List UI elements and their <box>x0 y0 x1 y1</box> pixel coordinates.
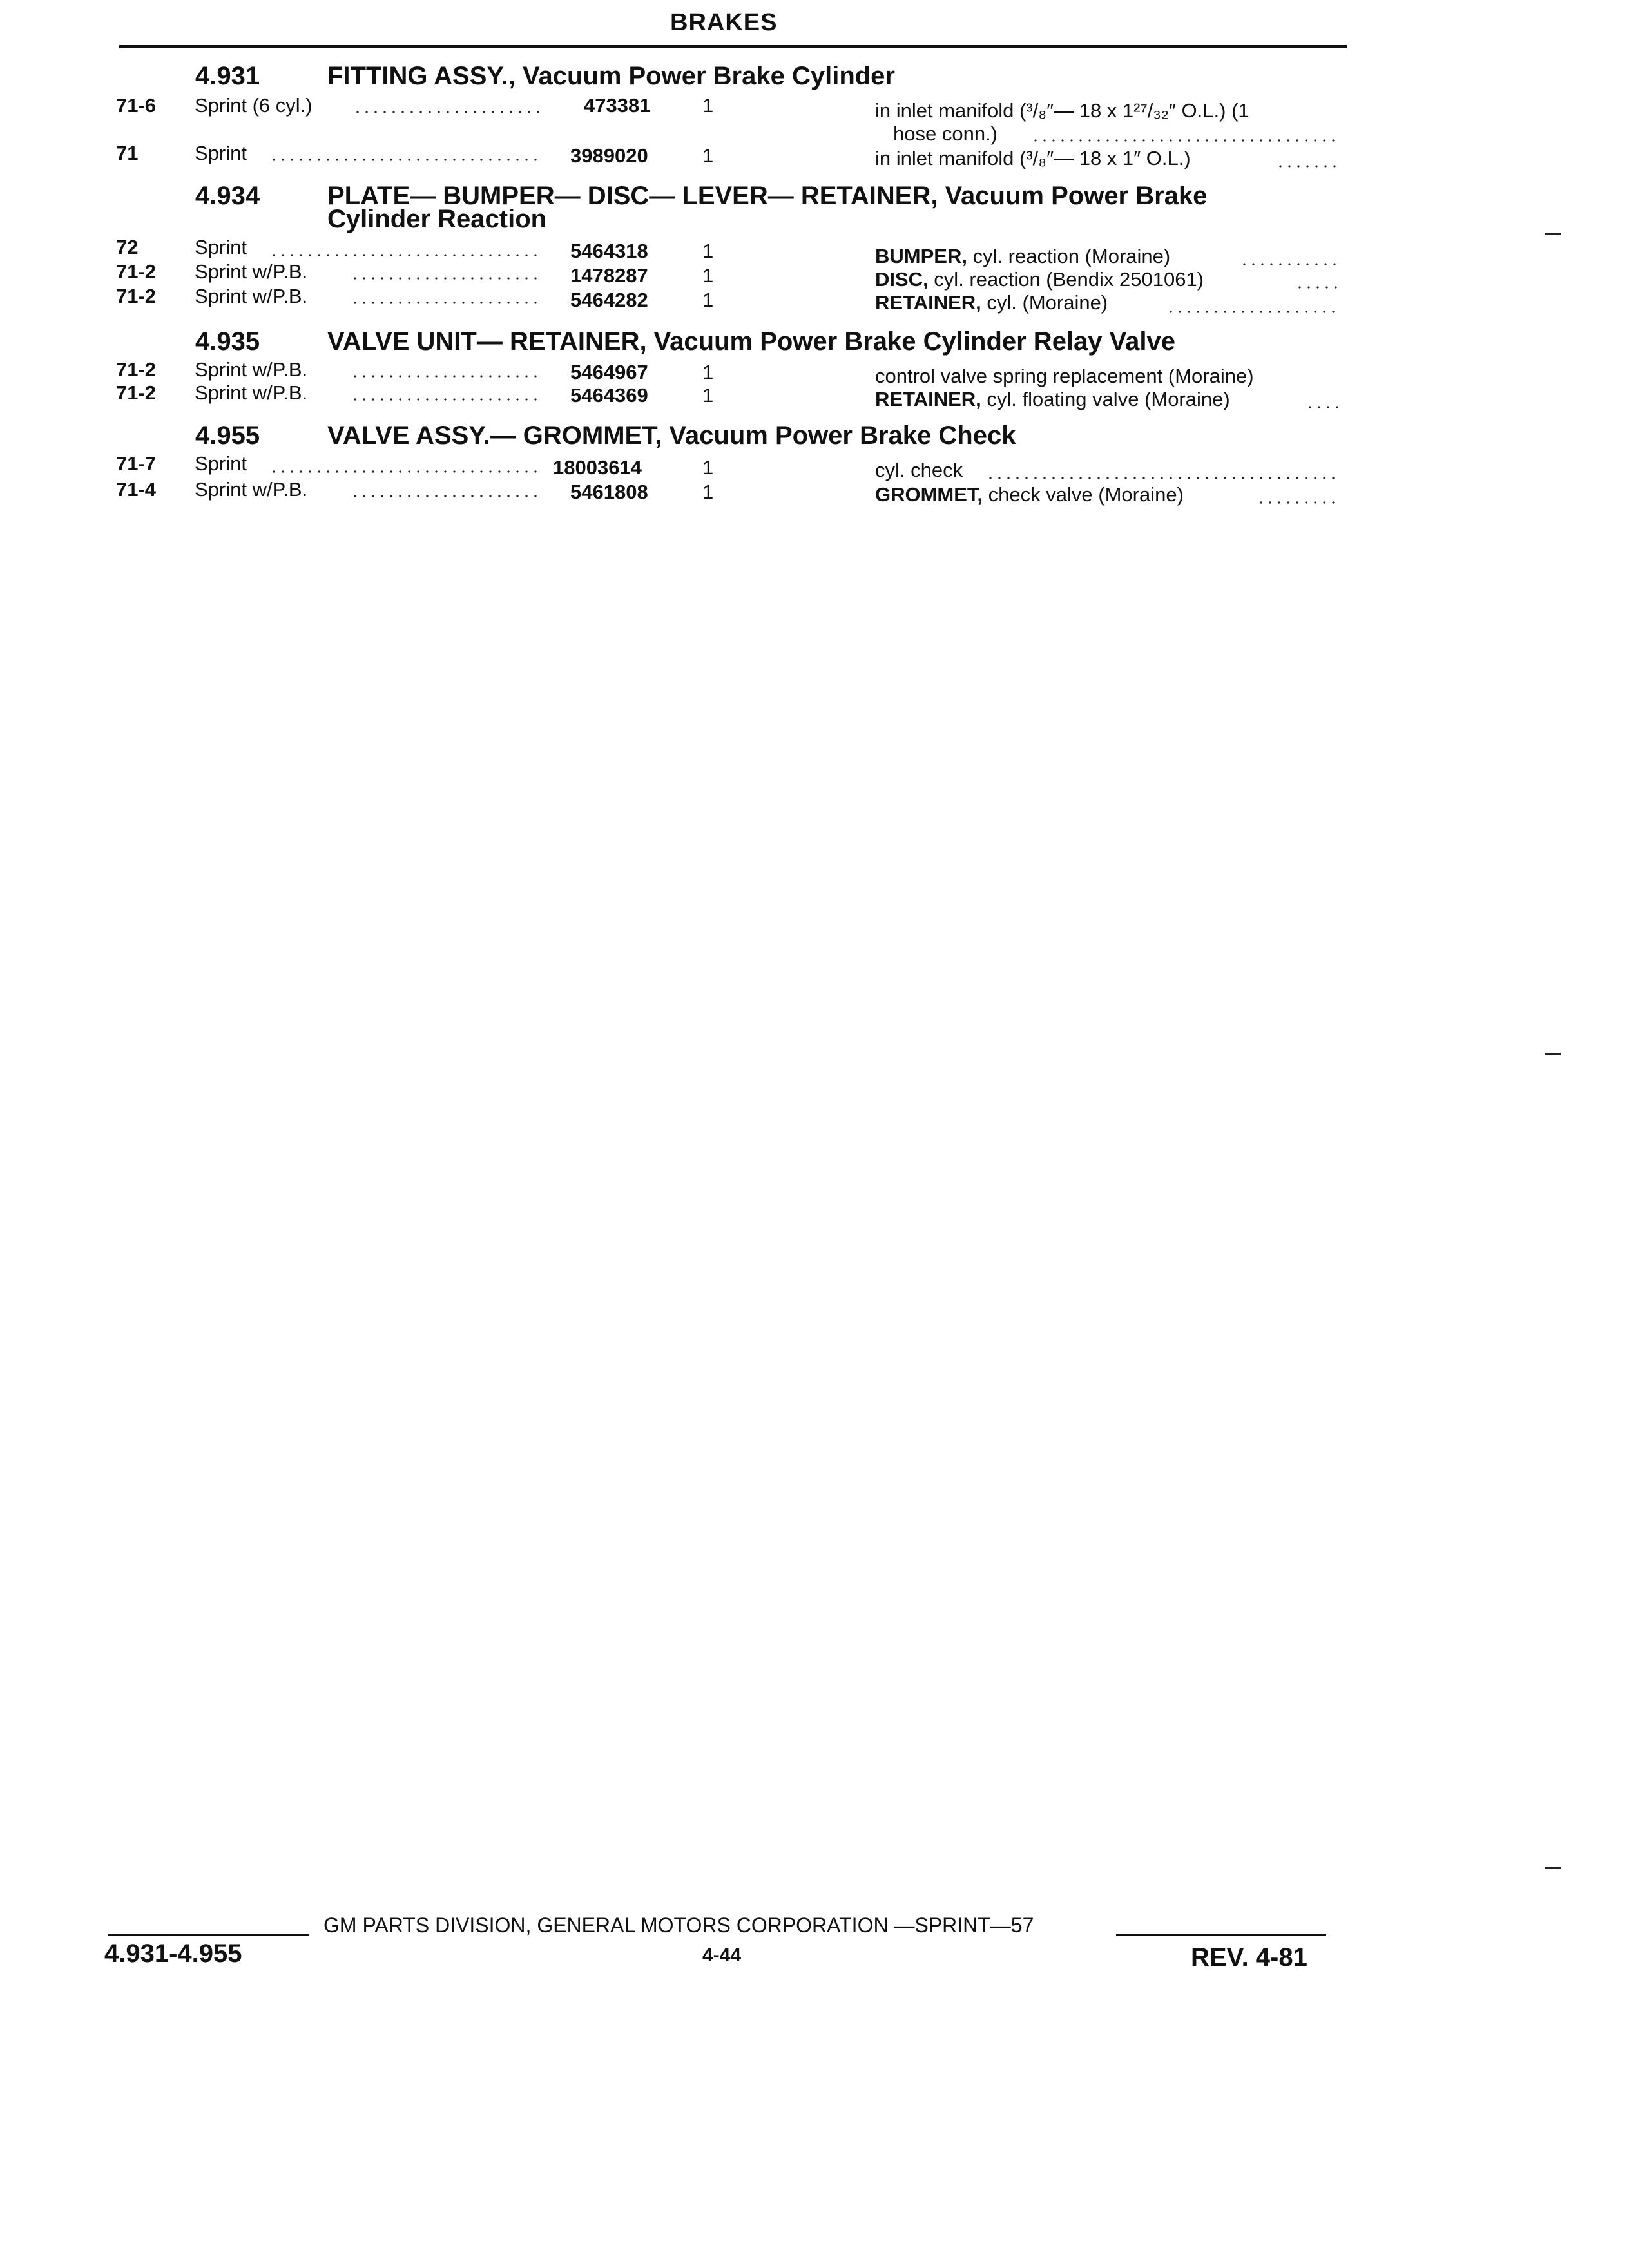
quantity: 1 <box>702 264 714 287</box>
ref-number: 71 <box>116 142 139 164</box>
dot-leader <box>986 477 1340 479</box>
description: RETAINER, cyl. (Moraine) <box>875 291 1108 314</box>
part-number: 3989020 <box>570 144 648 167</box>
margin-mark <box>1545 1053 1561 1055</box>
dot-leader <box>351 398 540 401</box>
model-label: Sprint w/P.B. <box>195 285 308 307</box>
model-label: Sprint <box>195 142 247 164</box>
footer-rule-right <box>1116 1934 1326 1936</box>
description: RETAINER, cyl. floating valve (Moraine) <box>875 388 1230 410</box>
description-continued: hose conn.) <box>893 122 998 145</box>
dot-leader <box>351 302 540 304</box>
part-number: 1478287 <box>570 264 648 287</box>
footer-revision: REV. 4-81 <box>1191 1943 1307 1972</box>
description: in inlet manifold (³/₈″— 18 x 1²⁷/₃₂″ O.L.) (1 <box>875 99 1249 122</box>
ref-number: 72 <box>116 236 139 258</box>
dot-leader <box>1276 165 1340 168</box>
footer-rule-left <box>108 1934 309 1936</box>
model-label: Sprint <box>195 452 247 475</box>
model-label: Sprint <box>195 236 247 258</box>
ref-number: 71-4 <box>116 478 157 501</box>
quantity: 1 <box>702 384 714 407</box>
description: control valve spring replacement (Moraine) <box>875 365 1254 387</box>
quantity: 1 <box>702 144 714 167</box>
dot-leader <box>269 254 540 256</box>
description: GROMMET, check valve (Moraine) <box>875 483 1184 506</box>
footer-page-number: 4-44 <box>702 1945 742 1966</box>
section-title: VALVE ASSY.— GROMMET, Vacuum Power Brake Check <box>327 421 1016 450</box>
dot-leader <box>351 375 540 378</box>
description: DISC, cyl. reaction (Bendix 2501061) <box>875 268 1204 291</box>
dot-leader <box>1166 311 1340 313</box>
model-label: Sprint w/P.B. <box>195 381 308 404</box>
description: in inlet manifold (³/₈″— 18 x 1″ O.L.) <box>875 147 1191 169</box>
model-label: Sprint w/P.B. <box>195 358 308 381</box>
dot-leader <box>269 159 540 161</box>
ref-number: 71-2 <box>116 260 157 283</box>
part-number: 5464318 <box>570 240 648 262</box>
model-label: Sprint w/P.B. <box>195 478 308 501</box>
dot-leader <box>351 495 540 497</box>
quantity: 1 <box>702 361 714 383</box>
part-number: 5464967 <box>570 361 648 383</box>
section-title-continued: Cylinder Reaction <box>327 205 547 233</box>
page-title: BRAKES <box>670 9 778 36</box>
description: BUMPER, cyl. reaction (Moraine) <box>875 245 1171 267</box>
section-number: 4.934 <box>195 182 260 210</box>
model-label: Sprint w/P.B. <box>195 260 308 283</box>
section-title: VALVE UNIT— RETAINER, Vacuum Power Brake Cylinder Relay Valve <box>327 327 1175 356</box>
quantity: 1 <box>702 289 714 311</box>
footer-publisher: GM PARTS DIVISION, GENERAL MOTORS CORPORATION —SPRINT—57 <box>323 1914 1034 1937</box>
dot-leader <box>351 277 540 280</box>
quantity: 1 <box>702 481 714 503</box>
footer-section-range: 4.931-4.955 <box>104 1939 242 1968</box>
ref-number: 71-7 <box>116 452 157 475</box>
section-number: 4.935 <box>195 327 260 356</box>
dot-leader <box>353 111 540 113</box>
ref-number: 71-6 <box>116 94 157 117</box>
dot-leader <box>269 470 540 473</box>
dot-leader <box>1240 263 1340 265</box>
section-title: FITTING ASSY., Vacuum Power Brake Cylinder <box>327 62 895 90</box>
margin-mark <box>1545 233 1561 235</box>
dot-leader <box>1031 139 1340 142</box>
ref-number: 71-2 <box>116 358 157 381</box>
section-number: 4.931 <box>195 62 260 90</box>
ref-number: 71-2 <box>116 381 157 404</box>
part-number: 473381 <box>584 94 651 117</box>
quantity: 1 <box>702 240 714 262</box>
description: cyl. check <box>875 459 963 481</box>
dot-leader <box>1295 286 1340 289</box>
quantity: 1 <box>702 94 714 117</box>
section-number: 4.955 <box>195 421 260 450</box>
dot-leader <box>1306 406 1340 408</box>
part-number: 5464282 <box>570 289 648 311</box>
part-number: 18003614 <box>553 456 642 479</box>
quantity: 1 <box>702 456 714 479</box>
part-number: 5464369 <box>570 384 648 407</box>
header-rule <box>119 45 1347 48</box>
model-label: Sprint (6 cyl.) <box>195 94 313 117</box>
margin-mark <box>1545 1867 1561 1869</box>
section-title: PLATE— BUMPER— DISC— LEVER— RETAINER, Vacuum Power Brake <box>327 182 1208 210</box>
ref-number: 71-2 <box>116 285 157 307</box>
dot-leader <box>1257 501 1340 504</box>
part-number: 5461808 <box>570 481 648 503</box>
